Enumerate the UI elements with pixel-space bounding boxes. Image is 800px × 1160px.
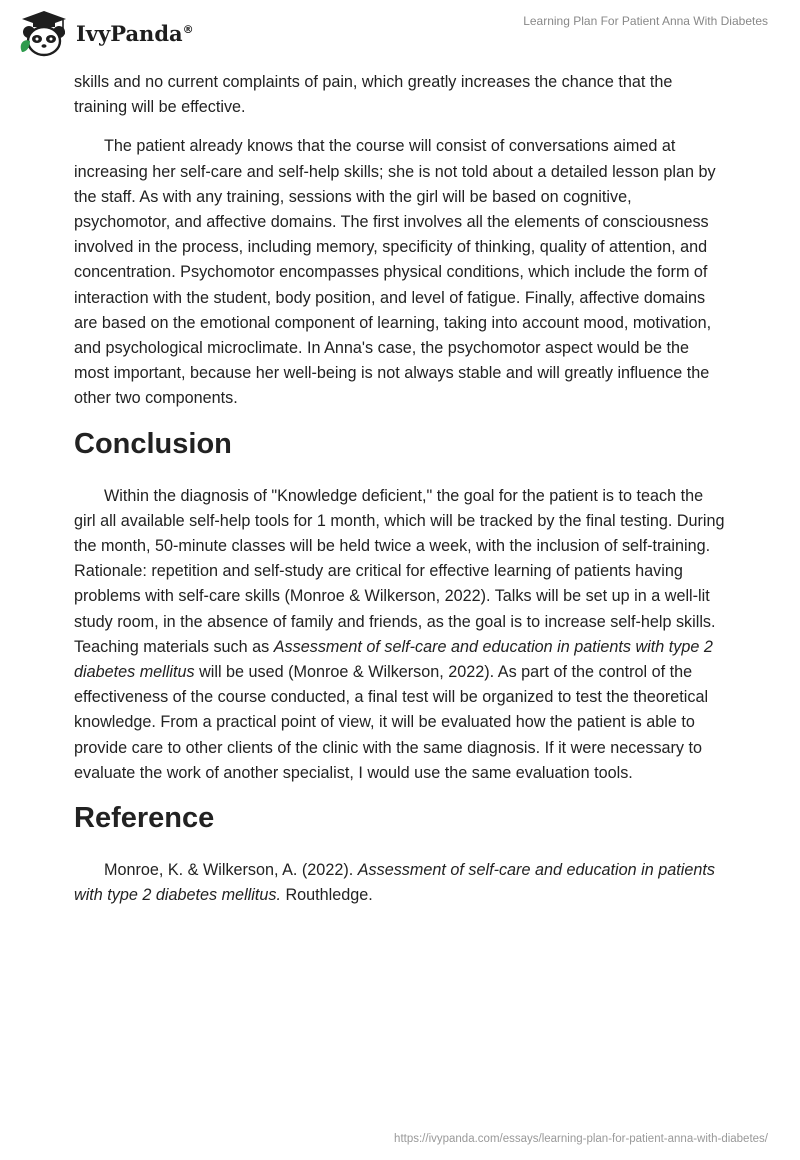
conclusion-heading: Conclusion	[74, 427, 232, 460]
paragraph-domains: The patient already knows that the course will consist of conversations aimed at increasing her self-care and self-help skills; she is not told about a detailed lesson plan by the staff. As with any training, sessions with the girl will be based on cognitive, psychomotor, and affective domains. The first involves all the elements of consciousness involved in the process, including memory, specificity of thinking, quality of attention, and concentration. Psychomotor encompasses physical conditions, which include the form of interaction with the student, body position, and level of fatigue. Finally, affective domains are based on the emotional component of learning, taking into account mood, motivation, and psychological microclimate. In Anna's case, the psychomotor aspect would be the most important, because her well-being is not always stable and will greatly influence the other two components.	[74, 137, 716, 408]
panda-graduate-icon	[16, 8, 72, 58]
book-title-italic: Assessment of self-care and education in patients with type 2 diabetes mellitus	[74, 637, 713, 682]
reference-title-italic: Assessment of self-care and education in patients with type 2 diabetes mellitus.	[74, 861, 715, 905]
brand-name: IvyPanda®	[76, 20, 194, 46]
page-header	[0, 0, 800, 70]
paragraph-continuation: skills and no current complaints of pain, which greatly increases the chance that the training will be effective.	[74, 73, 673, 117]
reference-entry: Monroe, K. & Wilkerson, A. (2022). Assessment of self-care and education in patients with type 2 diabetes mellitus. Routhledge.	[74, 861, 715, 905]
source-url[interactable]: https://ivypanda.com/essays/learning-plan-for-patient-anna-with-diabetes/	[394, 1133, 768, 1145]
essay-content	[74, 70, 726, 922]
document-title: Learning Plan For Patient Anna With Diabetes	[523, 14, 768, 28]
ivypanda-logo[interactable]	[16, 8, 194, 58]
conclusion-paragraph: Within the diagnosis of "Knowledge deficient," the goal for the patient is to teach the girl all available self-help tools for 1 month, which will be tracked by the final testing. During the month, 50-minute classes will be held twice a week, with the inclusion of self-training. Rationale: repetition and self-study are critical for effective learning of patients having problems with self-care skills (Monroe & Wilkerson, 2022). Talks will be set up in a well-lit study room, in the absence of family and friends, as the goal is to increase self-help skills. Teaching materials such as Assessment of self-care and education in patients with type 2 diabetes mellitus will be used (Monroe & Wilkerson, 2022). As part of the control of the effectiveness of the course conducted, a final test will be organized to test the theoretical knowledge. From a practical point of view, it will be evaluated how the patient is able to provide care to other clients of the clinic with the same diagnosis. If it were necessary to evaluate the work of another specialist, I would use the same evaluation tools.	[74, 486, 725, 782]
reference-heading: Reference	[74, 802, 215, 835]
